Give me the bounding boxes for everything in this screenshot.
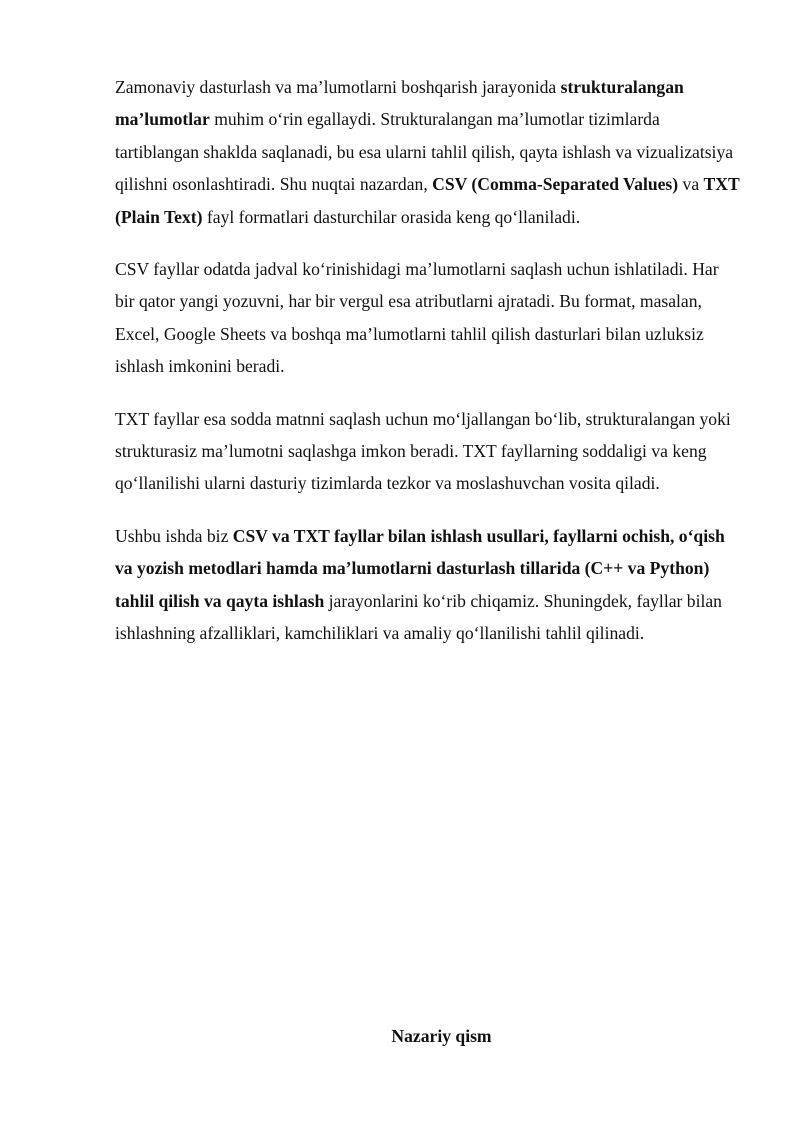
paragraph-intro-text-2: muhim o‘rin egallaydi. Strukturalangan ma’lumotlar tizimlarda tartiblangan shaklda saqlanadi, bu esa ularni tahlil qilish, qayta ishlash va vizualizatsiya qilishni osonlashtiradi. Shu nuqtai nazardan, [115, 109, 734, 195]
paragraph-intro-bold-1: strukturalangan ma’lumotlar [115, 77, 684, 130]
section-heading: Nazariy qism [391, 1026, 492, 1046]
paragraph-intro-bold-3: TXT (Plain Text) [115, 174, 740, 227]
paragraph-intro-text-4: fayl formatlari dasturchilar orasida keng qo‘llaniladi. [202, 206, 581, 227]
paragraph-scope-bold-1: CSV va TXT fayllar bilan ishlash usullari, fayllarni ochish, o‘qish va yozish metodlari hamda ma’lumotlarni dasturlash tillarida (C++ va Python) tahlil qilish va qayta ishlash [115, 525, 725, 611]
paragraph-intro-text-3: va [678, 174, 704, 195]
paragraph-intro-bold-2: CSV (Comma-Separated Values) [432, 174, 679, 195]
paragraph-intro [115, 71, 740, 233]
paragraph-txt: TXT fayllar esa sodda matnni saqlash uchun mo‘ljallangan bo‘lib, strukturalangan yoki strukturasiz ma’lumotni saqlashga imkon beradi. TXT fayllarning soddaligi va keng qo‘llanilishi ularni dasturiy tizimlarda tezkor va moslashuvchan vosita qiladi. [115, 408, 731, 494]
paragraph-csv: CSV fayllar odatda jadval ko‘rinishidagi ma’lumotlarni saqlash uchun ishlatiladi. Har bir qator yangi yozuvni, har bir vergul esa atributlarni ajratadi. Bu format, masalan, Excel, Google Sheets va boshqa ma’lumotlarni tahlil qilish dasturlari bilan uzluksiz ishlash imkonini beradi. [115, 259, 719, 377]
document-body [115, 71, 740, 670]
paragraph-intro-text-1: Zamonaviy dasturlash va ma’lumotlarni boshqarish jarayonida [115, 77, 561, 97]
paragraph-scope-text-2: jarayonlarini ko‘rib chiqamiz. Shuningdek, fayllar bilan ishlashning afzalliklari, kamchiliklari va amaliy qo‘llanilishi tahlil qilinadi. [115, 590, 722, 644]
paragraph-scope-text-1: Ushbu ishda biz [115, 525, 233, 546]
paragraph-scope [115, 520, 740, 650]
